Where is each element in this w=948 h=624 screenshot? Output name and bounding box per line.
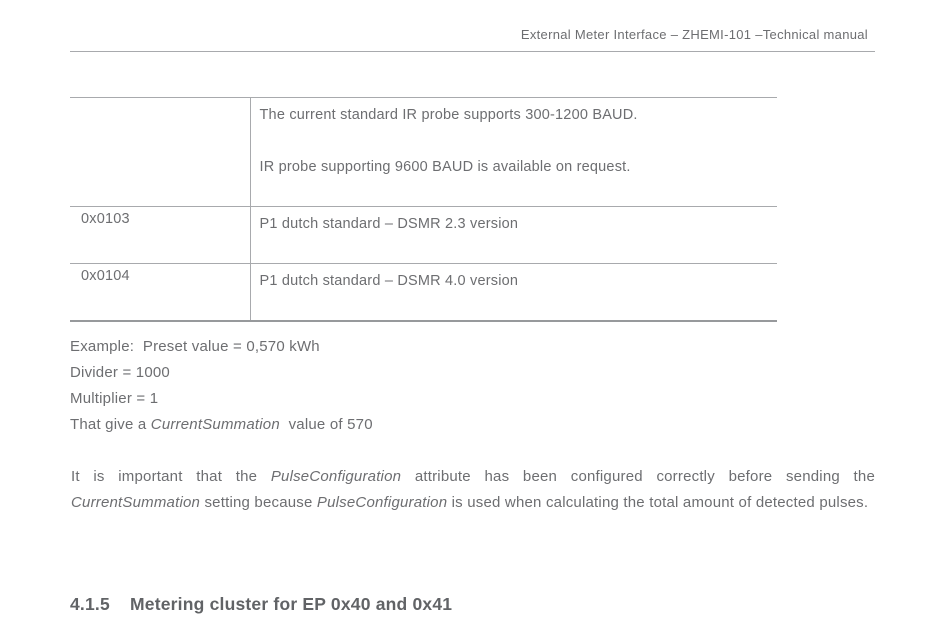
description-line: The current standard IR probe supports 300-1200 BAUD. [259, 107, 638, 123]
example-line-result: That give a CurrentSummation value of 570 [70, 416, 373, 433]
table-row [70, 98, 777, 207]
table-row [70, 264, 777, 322]
example-line-divider: Divider = 1000 [70, 364, 170, 381]
header-title: External Meter Interface – ZHEMI-101 –Technical manual [520, 27, 868, 42]
description-line: P1 dutch standard – DSMR 4.0 version [259, 273, 519, 289]
table-cell-code: 0x0103 [70, 207, 250, 264]
table-cell-description [250, 98, 777, 207]
section-heading [70, 594, 452, 615]
table-row [70, 207, 777, 264]
example-line-multiplier: Multiplier = 1 [70, 390, 159, 407]
pulse-configuration-note: It is important that the PulseConfiguration attribute has been configured correctly before sending the CurrentSummation setting because PulseConfiguration is used when calculating the total amount of detected pulses. [71, 468, 876, 512]
table-cell-description [250, 207, 777, 264]
table-cell-code [70, 98, 250, 207]
example-line-preset: Example: Preset value = 0,570 kWh [70, 338, 320, 355]
section-title: Metering cluster for EP 0x40 and 0x41 [130, 594, 453, 614]
example-block [70, 334, 373, 438]
table-cell-description [250, 264, 777, 322]
description-line: IR probe supporting 9600 BAUD is available on request. [259, 159, 631, 175]
description-line: P1 dutch standard – DSMR 2.3 version [259, 216, 519, 232]
baud-rate-table [70, 97, 777, 322]
table-cell-code: 0x0104 [70, 264, 250, 322]
section-number: 4.1.5 [70, 594, 110, 614]
header-rule [70, 51, 875, 52]
